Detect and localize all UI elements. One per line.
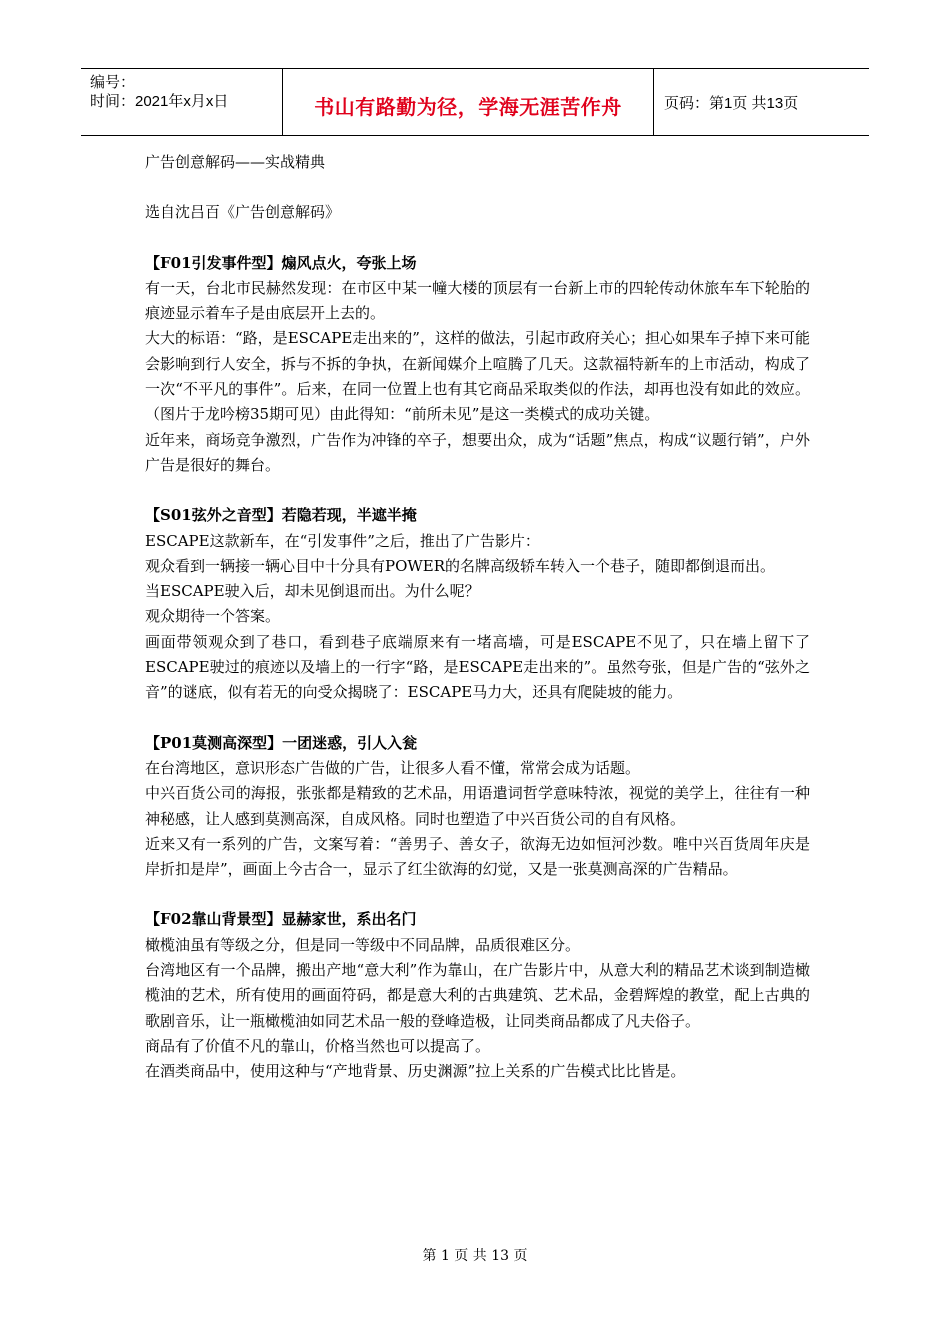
paragraph: 商品有了价值不凡的靠山，价格当然也可以提高了。 (145, 1036, 491, 1055)
section-heading: 【S01弦外之音型】若隐若现，半遮半掩 (145, 506, 417, 525)
paragraph: 中兴百货公司的海报，张张都是精致的艺术品，用语遣词哲学意味特浓，视觉的美学上，往往有一种神秘感，让人感到莫测高深，自成风格。同时也塑造了中兴百货公司的自有风格。 (145, 784, 810, 828)
paragraph: 台湾地区有一个品牌，搬出产地“意大利”作为靠山，在广告影片中，从意大利的精品艺术谈到制造橄榄油的艺术，所有使用的画面符码，都是意大利的古典建筑、艺术品，金碧辉煌的教堂，配上古典的歌剧音乐，让一瓶橄榄油如同艺术品一般的登峰造极，让同类商品都成了凡夫俗子。 (145, 961, 810, 1030)
page-footer: 第 1 页 共 13 页 (422, 1248, 528, 1264)
section-heading: 【F02靠山背景型】显赫家世，系出名门 (145, 910, 417, 929)
header-page-info: 页码：第1页 共13页 (664, 94, 799, 112)
paragraph: 当ESCAPE驶入后，却未见倒退而出。为什么呢？ (145, 582, 480, 601)
section-heading: 【P01莫测高深型】一团迷惑，引人入瓮 (145, 733, 418, 752)
paragraph: 画面带领观众到了巷口，看到巷子底端原来有一堵高墙，可是ESCAPE不见了，只在墙上留下了ESCAPE驶过的痕迹以及墙上的一行字“路，是ESCAPE走出来的”。虽然夸张，但是广告的“弦外之音”的谜底，似有若无的向受众揭晓了：ESCAPE马力大，还具有爬陡坡的能力。 (145, 632, 810, 702)
paragraph: ESCAPE这款新车，在“引发事件”之后，推出了广告影片： (145, 531, 540, 550)
section-f01 (145, 251, 810, 479)
paragraph: 观众期待一个答案。 (145, 607, 281, 626)
paragraph: 近年来，商场竞争激烈，广告作为冲锋的卒子，想要出众，成为“话题”焦点，构成“议题行销”，户外广告是很好的舞台。 (145, 430, 810, 474)
paragraph: 在台湾地区，意识形态广告做的广告，让很多人看不懂，常常会成为话题。 (145, 758, 641, 777)
section-s01 (145, 503, 810, 705)
document-source: 选自沈吕百《广告创意解码》 (145, 203, 341, 222)
paragraph: 橄榄油虽有等级之分，但是同一等级中不同品牌，品质很难区分。 (145, 935, 581, 954)
header-motto: 书山有路勤为径，学海无涯苦作舟 (283, 69, 654, 135)
header-meta-cell (81, 69, 283, 135)
document-code: 编号： (90, 74, 136, 91)
paragraph: 观众看到一辆接一辆心目中十分具有POWER的名牌高级轿车转入一个巷子，随即都倒退而出。 (145, 556, 776, 575)
section-f02 (145, 907, 810, 1084)
document-body (145, 150, 810, 1085)
page-header-table (81, 68, 869, 136)
section-heading: 【F01引发事件型】煽风点火，夸张上场 (145, 253, 417, 272)
paragraph: 在酒类商品中，使用这种与“产地背景、历史渊源”拉上关系的广告模式比比皆是。 (145, 1062, 686, 1081)
paragraph: 近来又有一系列的广告，文案写着：“善男子、善女子，欲海无边如恒河沙数。唯中兴百货周年庆是岸折扣是岸”，画面上今古合一，显示了红尘欲海的幻觉，又是一张莫测高深的广告精品。 (145, 834, 810, 879)
paragraph: 有一天，台北市民赫然发现：在市区中某一幢大楼的顶层有一台新上市的四轮传动休旅车车下轮胎的痕迹显示着车子是由底层开上去的。 (145, 278, 810, 323)
section-p01 (145, 731, 810, 883)
document-title: 广告创意解码——实战精典 (145, 153, 326, 171)
document-date: 时间：2021年x月x日 (90, 93, 229, 110)
paragraph: 大大的标语：“路，是ESCAPE走出来的”，这样的做法，引起市政府关心；担心如果车子掉下来可能会影响到行人安全，拆与不拆的争执，在新闻媒介上喧腾了几天。这款福特新车的上市活动，构成了一次“不平凡的事件”。后来，在同一位置上也有其它商品采取类似的作法，却再也没有如此的效应。（图片于龙吟榜35期可见）由此得知：“前所未见”是这一类模式的成功关键。 (145, 329, 810, 424)
